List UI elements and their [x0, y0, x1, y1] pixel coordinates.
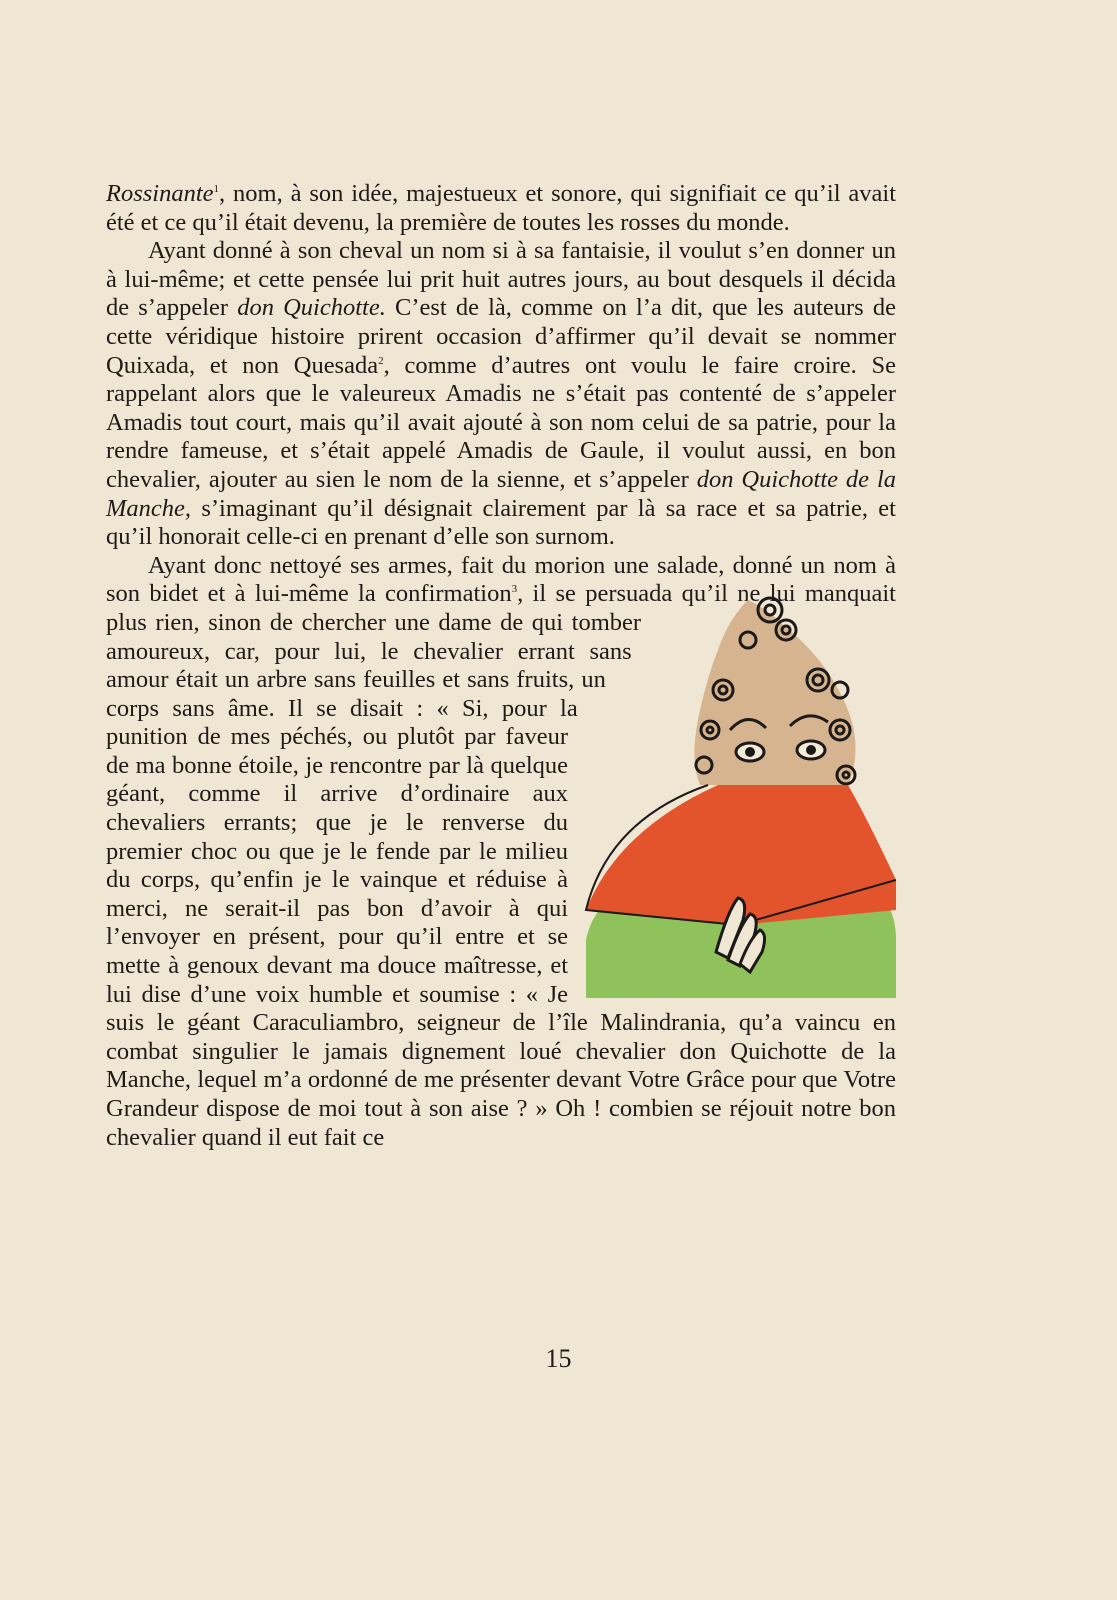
- paragraph-2: [106, 237, 896, 552]
- body-text: [106, 180, 896, 1152]
- paragraph-1-text: , nom, à son idée, majestueux et sonore, qui signifiait ce qu’il avait été et ce qu’il était devenu, la première de toutes les rosses du monde.: [106, 180, 896, 236]
- paragraph-3-text-a: Ayant donc nettoyé ses armes, fait du morion une salade, donné un nom à son bidet et à lui-même la confirmation: [106, 551, 896, 608]
- page-number: 15: [545, 1344, 572, 1373]
- italic-don-quichotte: don Quichotte.: [237, 294, 386, 322]
- paragraph-2-text-d: s’imaginant qu’il désignait clairement par là sa race et sa patrie, et qu’il honorait celle-ci en prenant d’elle son surnom.: [106, 494, 896, 551]
- lady-with-fan-illustration: [578, 580, 896, 1000]
- footnote-ref-1: 1: [213, 182, 220, 195]
- paragraph-3-text-main: , il se persuada qu’il ne lui manquait plus rien, sinon de chercher une dame de qui tomber amoureux, car, pour lui, le chevalier errant sans amour était un arbre sans feuilles et sans fruits, un corps sans âme. Il se disait : « Si, pour la punition de mes péchés, ou plutôt par faveur de ma bonne étoile, je rencontre par là quelque géant, comme il arrive d’ordinaire aux chevaliers errants; que je le renverse du premier choc ou que je le fende par le milieu du corps, qu’enfin je le vainque et réduise à merci, ne serait-il pas bon d’avoir à qui l’envoyer en présent, pour qu’il entre et se mette à genoux devant ma douce maîtresse, et lui dise d’une voix humble et soumise : « Je suis le géant Caraculiambro, seigneur de l’île Malindrania, qu’a vaincu en combat singulier le jamais dignement loué chevalier don Quichotte de la Manche, lequel m’a ordonné de me présenter devant Votre Grâce pour que Votre Grandeur dispose de moi tout à son aise ? » Oh ! combien se réjouit notre bon chevalier quand il eut fait ce: [106, 580, 896, 1151]
- paragraph-2-text-a: Ayant donné à son cheval un nom si à sa fantaisie, il voulut s’en donner un à lui-même; et cette pensée lui prit huit autres jours, au bout desquels il décida de s’appeler: [106, 237, 896, 322]
- footnote-ref-3: 3: [511, 583, 518, 596]
- footnote-ref-2: 2: [378, 354, 384, 367]
- paragraph-3-text-b: [106, 580, 896, 1150]
- italic-don-quichotte-de-la-manche: don Quichotte de la Manche,: [106, 465, 896, 522]
- paragraph-2-text-b: C’est de là, comme on l’a dit, que les auteurs de cette véridique histoire prirent occasion d’affirmer qu’il devait se nommer Quixada, et non Quesada: [106, 294, 896, 379]
- illustration-svg: [578, 580, 896, 1000]
- italic-name-rossinante: Rossinante: [106, 180, 214, 207]
- paragraph-3: [106, 552, 896, 1152]
- paragraph-2-text-c: , comme d’autres ont voulu le faire croire. Se rappelant alors que le valeureux Amadis ne s’était pas contenté de s’appeler Amadis tout court, mais qu’il avait ajouté à son nom celui de sa patrie, pour la rendre fameuse, et s’était appelé Amadis de Gaule, il voulut aussi, en bon chevalier, ajouter au sien le nom de la sienne, et s’appeler: [106, 351, 897, 493]
- paragraph-1: [106, 180, 896, 237]
